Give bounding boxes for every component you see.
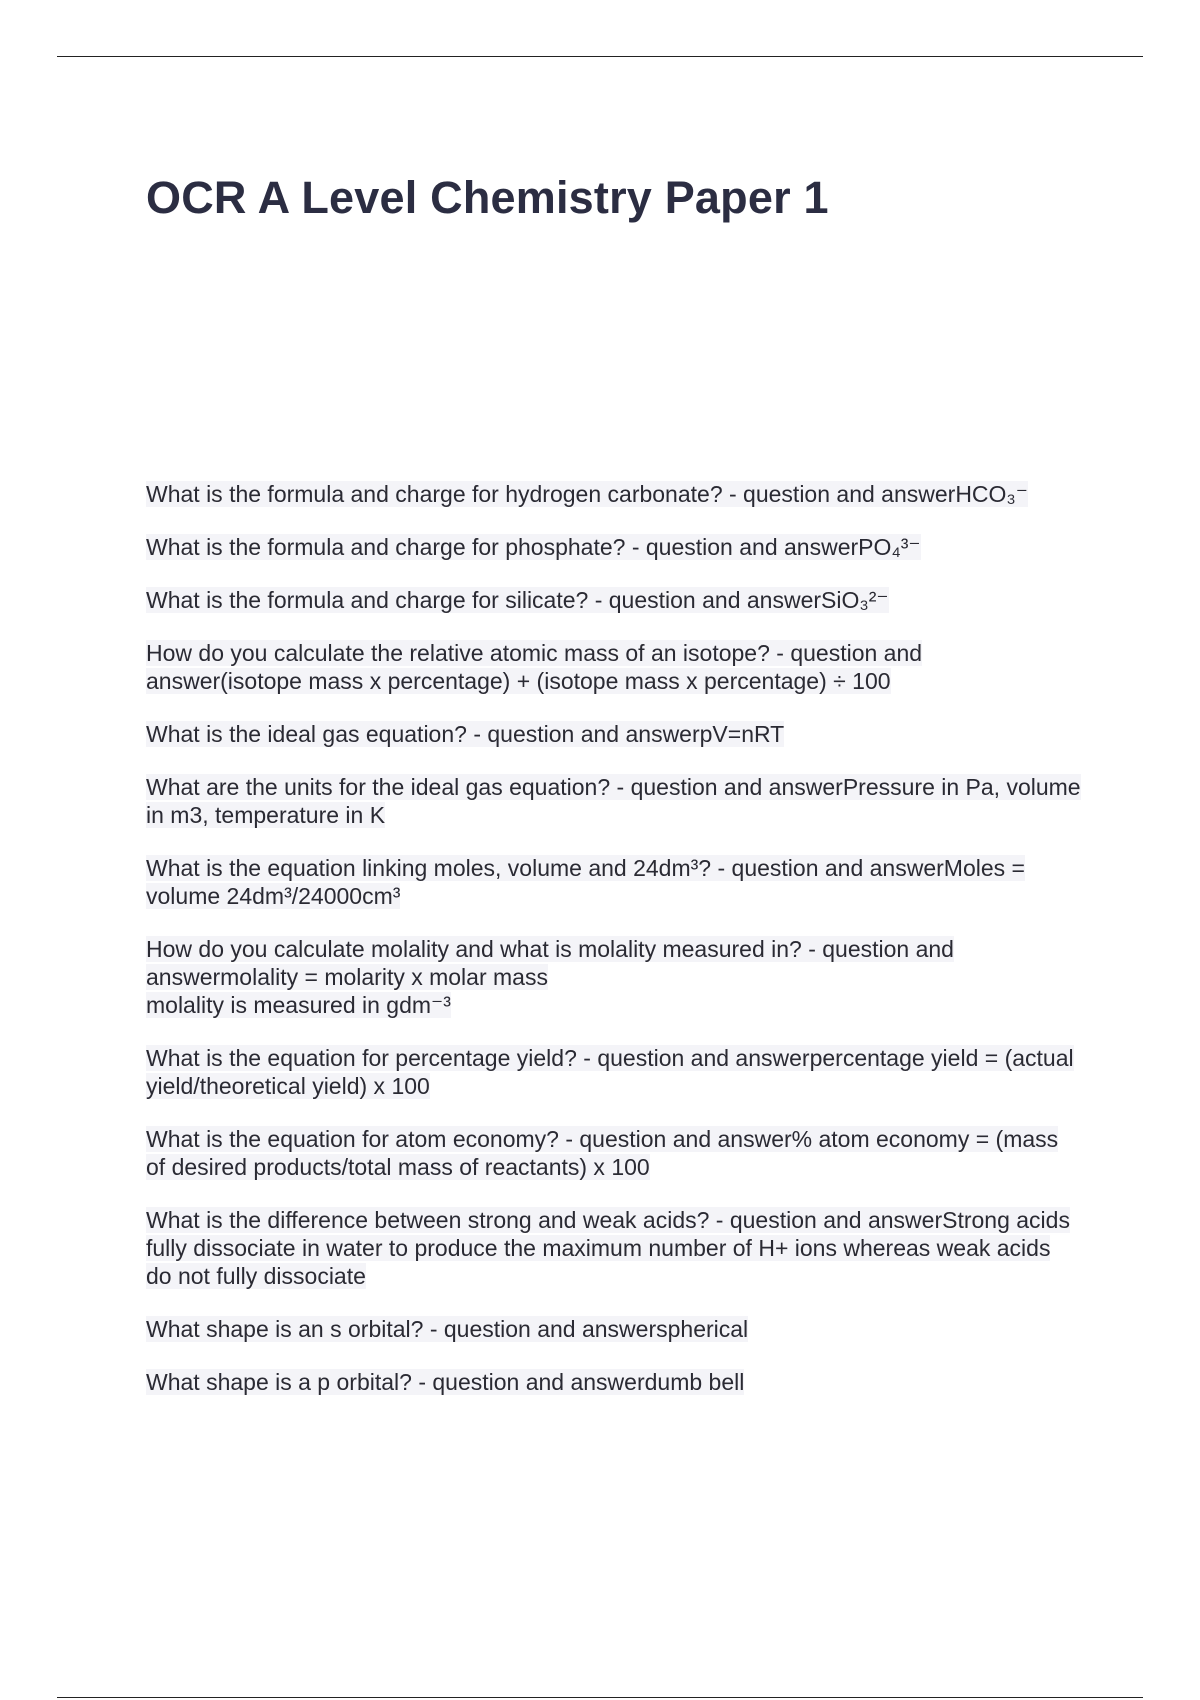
qa-item: [146, 1368, 1081, 1396]
qa-item-text: How do you calculate molality and what is molality measured in? - question and answermolality = molarity x molar mass molality is measured in gdm⁻³: [146, 936, 954, 1018]
qa-item-text: What is the equation for atom economy? - question and answer% atom economy = (mass of desired products/total mass of reactants) x 100: [146, 1126, 1059, 1180]
qa-item-text: What is the equation linking moles, volume and 24dm³? - question and answerMoles = volume 24dm³/24000cm³: [146, 855, 1025, 909]
page-title: OCR A Level Chemistry Paper 1: [146, 172, 829, 223]
qa-item: [146, 480, 1081, 508]
qa-item: [146, 1206, 1081, 1290]
qa-item: [146, 935, 1081, 1019]
qa-item: [146, 639, 1081, 695]
qa-item-text: What is the formula and charge for silicate? - question and answerSiO₃²⁻: [146, 587, 889, 613]
qa-item: [146, 854, 1081, 910]
bottom-divider: [57, 1697, 1143, 1698]
qa-item: [146, 720, 1081, 748]
qa-item: [146, 1044, 1081, 1100]
qa-item: [146, 773, 1081, 829]
qa-item-text: How do you calculate the relative atomic mass of an isotope? - question and answer(isotope mass x percentage) + (isotope mass x percentage) ÷ 100: [146, 640, 923, 694]
qa-item-text: What shape is a p orbital? - question and answerdumb bell: [146, 1369, 745, 1395]
qa-item: [146, 1125, 1081, 1181]
qa-item: [146, 533, 1081, 561]
top-divider: [57, 56, 1143, 57]
qa-item: [146, 586, 1081, 614]
qa-item: [146, 1315, 1081, 1343]
qa-item-text: What is the formula and charge for hydrogen carbonate? - question and answerHCO₃⁻: [146, 481, 1028, 507]
qa-item-text: What is the equation for percentage yield? - question and answerpercentage yield = (actual yield/theoretical yield) x 100: [146, 1045, 1074, 1099]
qa-item-text: What is the formula and charge for phosphate? - question and answerPO₄³⁻: [146, 534, 921, 560]
qa-item-text: What is the ideal gas equation? - question and answerpV=nRT: [146, 721, 785, 747]
qa-item-text: What is the difference between strong and weak acids? - question and answerStrong acids fully dissociate in water to produce the maximum number of H+ ions whereas weak acids do not fully dissociate: [146, 1207, 1070, 1289]
qa-list: [146, 480, 1081, 1421]
qa-item-text: What shape is an s orbital? - question and answerspherical: [146, 1316, 749, 1342]
qa-item-text: What are the units for the ideal gas equation? - question and answerPressure in Pa, volume in m3, temperature in K: [146, 774, 1081, 828]
